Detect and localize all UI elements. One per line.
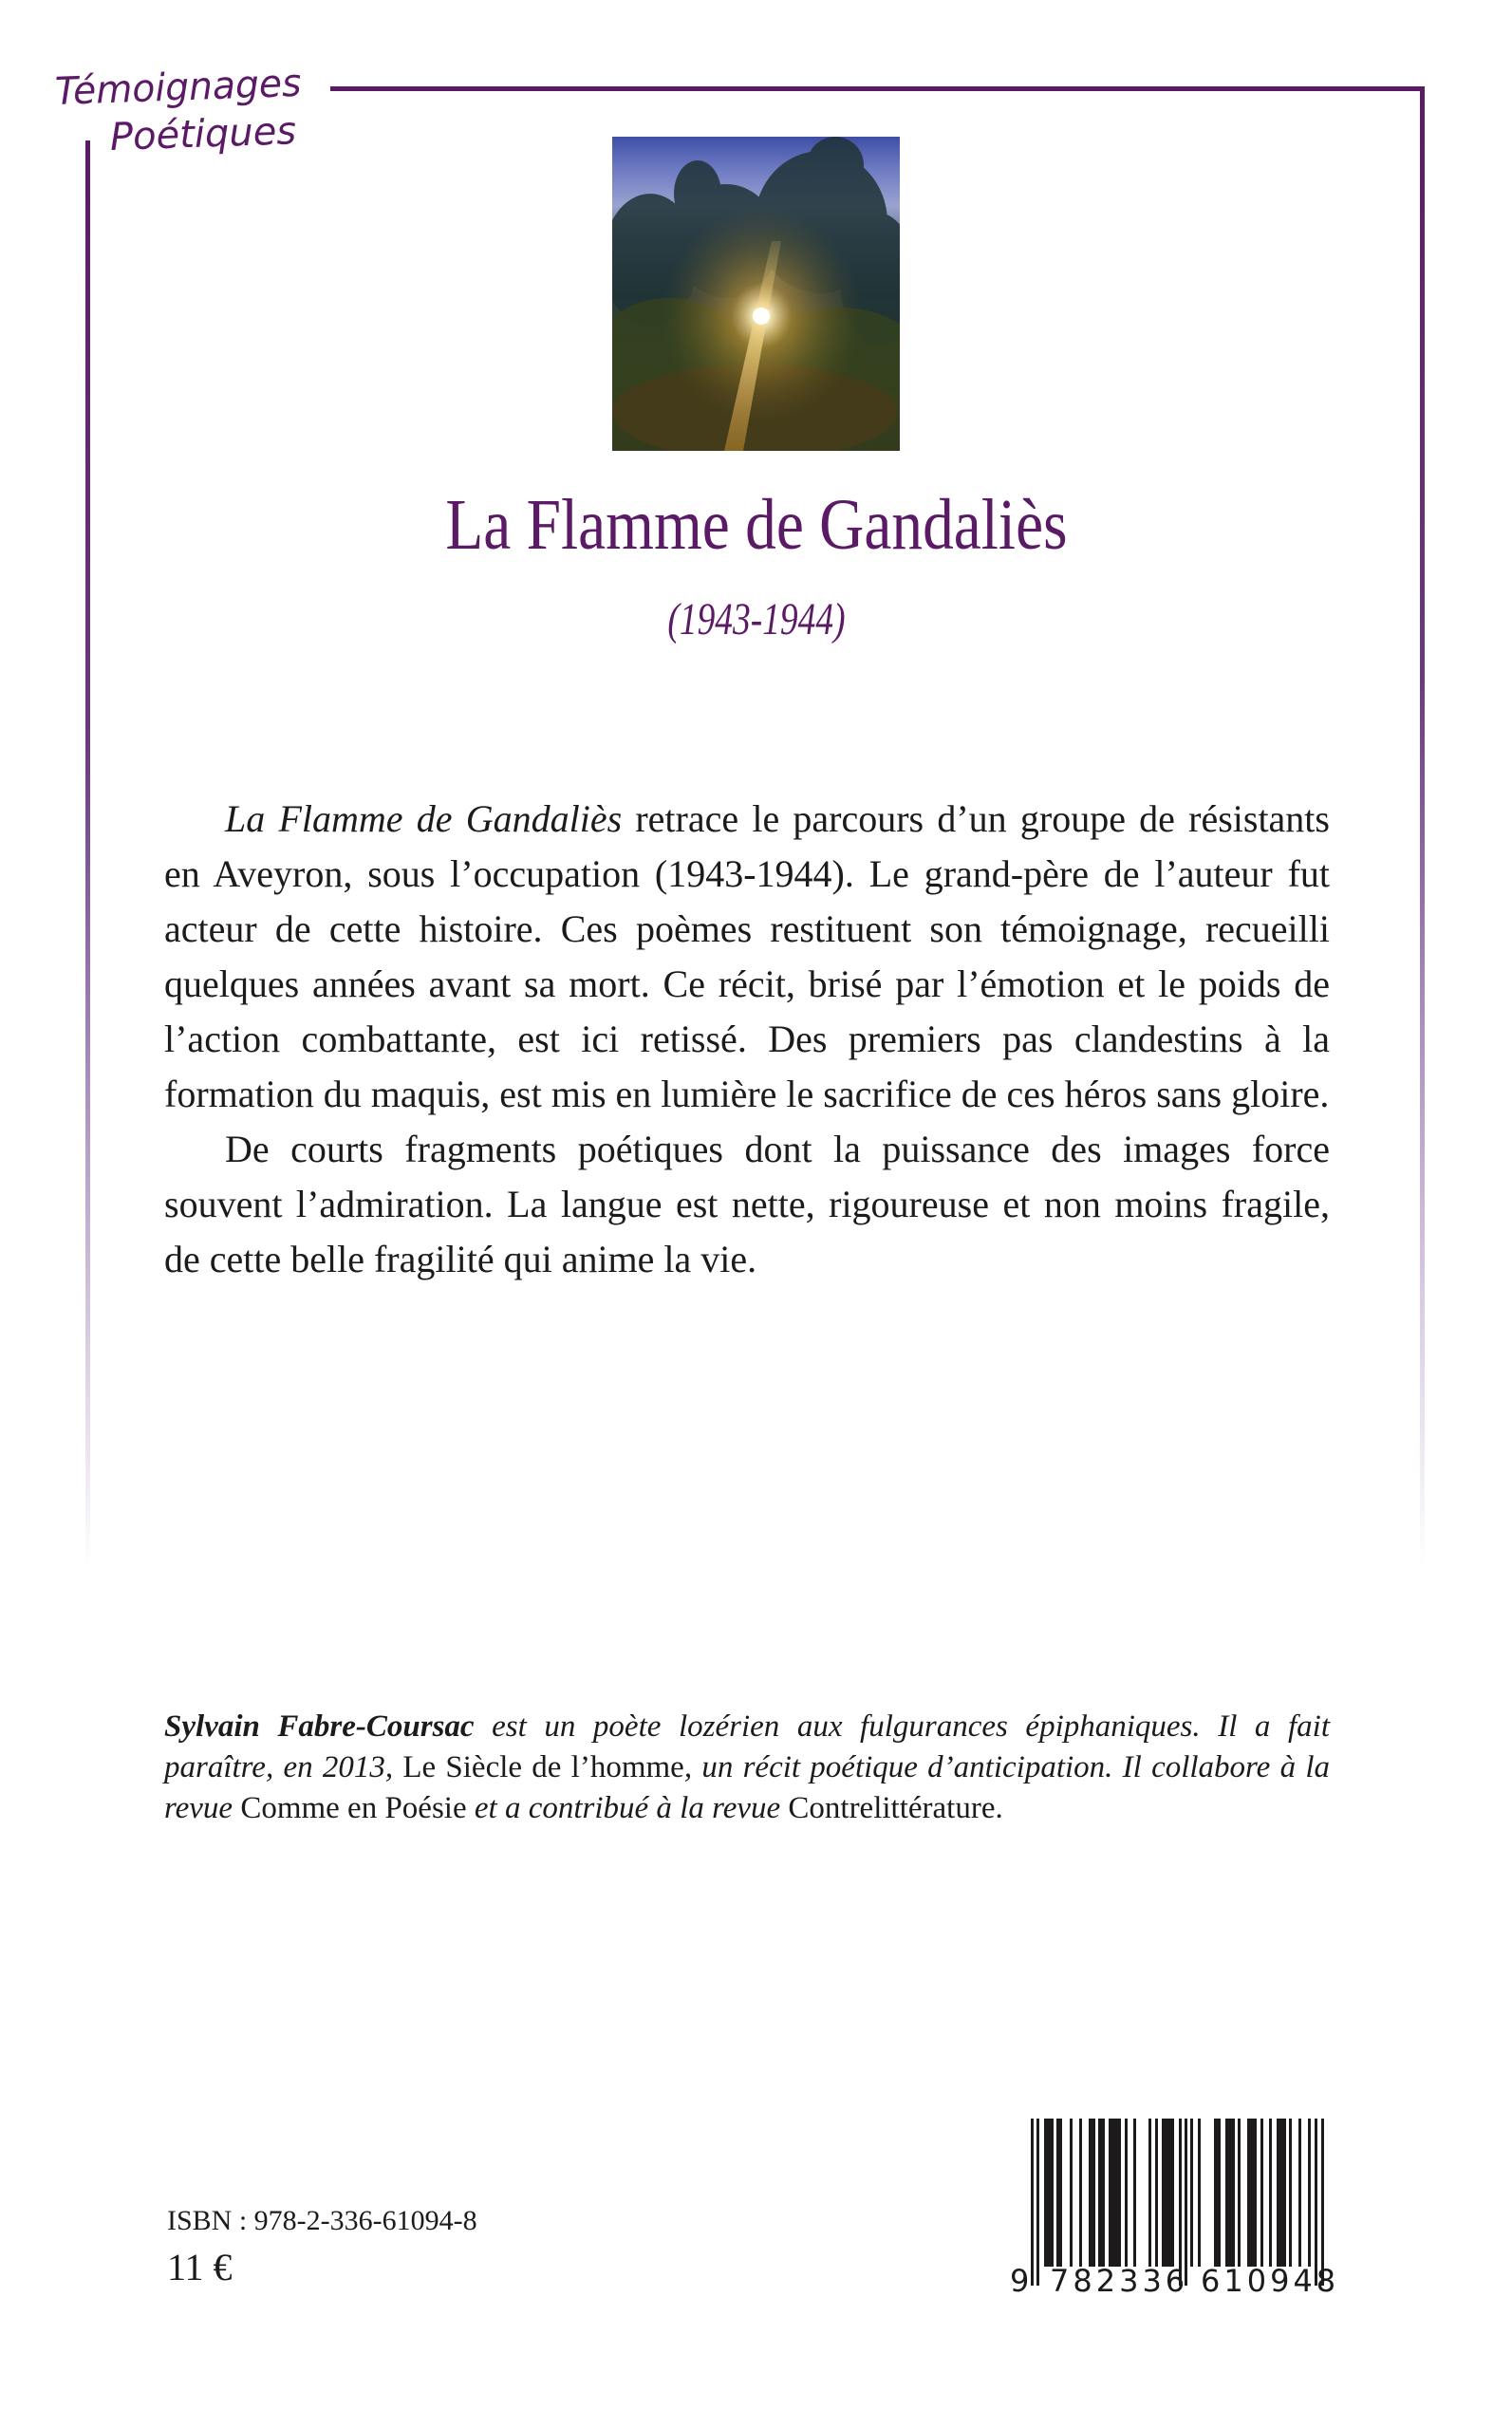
book-subtitle-text: (1943-1944) <box>666 594 846 644</box>
book-title-text: La Flamme de Gandaliès <box>444 485 1068 565</box>
bio-text-2: , un récit poétique d’anticipation. Il collabore à la revue <box>164 1750 1330 1825</box>
book-title <box>0 482 1512 568</box>
collection-label <box>54 61 307 163</box>
bio-work-title: Le Siècle de l’homme <box>402 1750 684 1784</box>
price-label: 11 € <box>167 2246 233 2288</box>
bio-review-1: Comme en Poésie <box>240 1791 467 1825</box>
frame-right-border <box>1420 86 1425 1567</box>
author-bio <box>164 1707 1330 1829</box>
collection-label-line1: Témoignages <box>54 61 303 114</box>
bio-review-2: Contrelittérature <box>788 1791 996 1825</box>
collection-label-line2: Poétiques <box>109 109 297 159</box>
bio-text-1: est un poète lozérien aux fulgurances épiphaniques. Il a fait paraître, en 2013, <box>164 1709 1330 1784</box>
summary-paragraph-1-text: retrace le parcours d’un groupe de résistants en Aveyron, sous l’occupation (1943-1944). Le grand-père de l’auteur fut acteur de cette histoire. Ces poèmes restituent son témoignage, recueilli quelques années avant sa mort. Ce récit, brisé par l’émotion et le poids de l’action combattante, est ici retissé. Des premiers pas clandestins à la formation du maquis, est mis en lumière le sacrifice de ces héros sans gloire. <box>164 797 1330 1115</box>
bio-text-3: et a contribué à la revue <box>466 1791 789 1825</box>
barcode-left-digits: 782336 <box>1050 2263 1189 2299</box>
cover-photo <box>612 137 900 451</box>
summary-title-italic: La Flamme de Gandaliès <box>225 797 623 840</box>
summary-paragraph-2: De courts fragments poétiques dont la puissance des images force souvent l’admiration. La langue est nette, rigoureuse et non moins fragile, de cette belle fragilité qui anime la vie. <box>164 1128 1330 1280</box>
summary-paragraph-1 <box>164 792 1330 1122</box>
isbn-label: ISBN : 978-2-336-61094-8 <box>167 2205 477 2236</box>
frame-left-border <box>85 140 90 1569</box>
author-name: Sylvain Fabre-Coursac <box>164 1709 475 1744</box>
book-subtitle <box>0 591 1512 648</box>
barcode-right-digits: 610948 <box>1201 2263 1340 2299</box>
book-summary <box>164 792 1330 1287</box>
frame-top-border <box>330 86 1424 91</box>
photo-trees-sunlight-icon <box>612 137 900 451</box>
bio-text-4: . <box>995 1791 1003 1825</box>
barcode-first-digit: 9 <box>1010 2263 1034 2299</box>
